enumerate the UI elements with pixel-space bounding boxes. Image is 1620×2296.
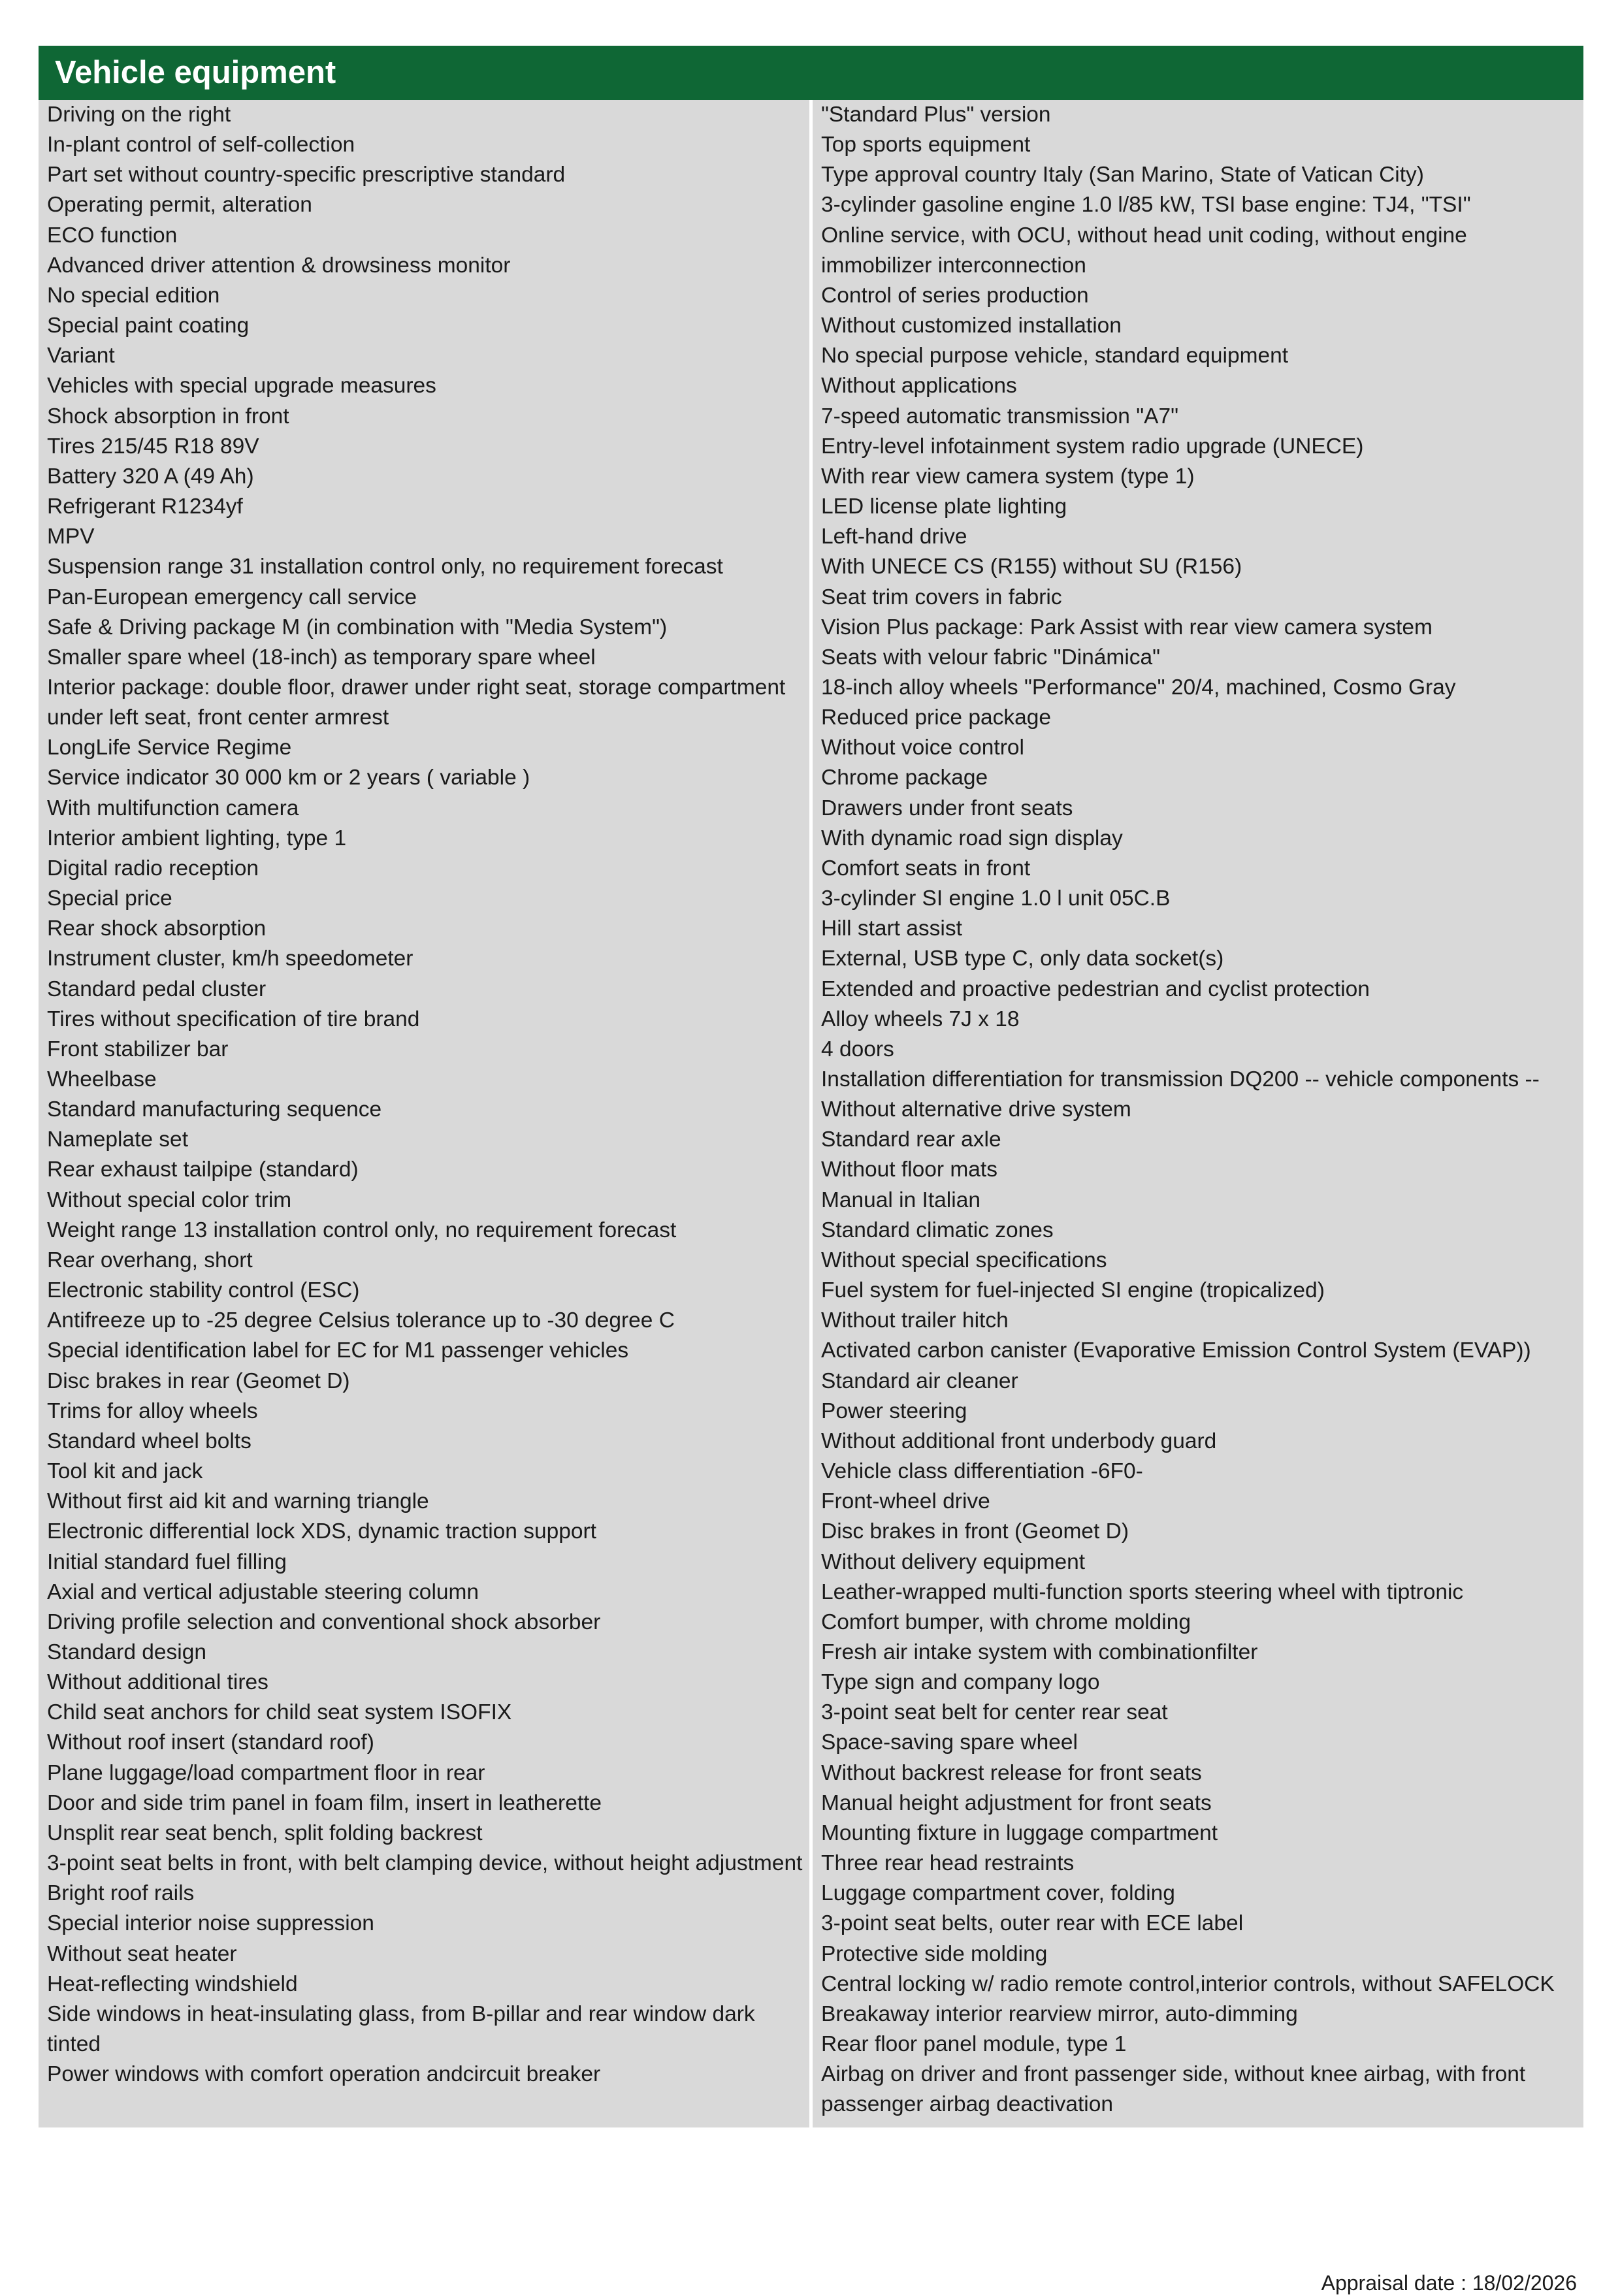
equipment-item: Vision Plus package: Park Assist with rear view camera system	[821, 615, 1433, 639]
equipment-item: Entry-level infotainment system radio upgrade (UNECE)	[821, 434, 1364, 459]
equipment-item: Comfort seats in front	[821, 856, 1031, 881]
equipment-item: With multifunction camera	[47, 796, 299, 820]
equipment-item: Special price	[47, 886, 172, 911]
equipment-columns	[39, 100, 1583, 2127]
equipment-item: Pan-European emergency call service	[47, 585, 417, 609]
equipment-item: Tires without specification of tire brand	[47, 1007, 420, 1031]
equipment-item: Variant	[47, 344, 115, 368]
equipment-item: "Standard Plus" version	[821, 103, 1051, 127]
equipment-item: Activated carbon canister (Evaporative Emission Control System (EVAP))	[821, 1338, 1531, 1363]
equipment-item: Seats with velour fabric "Dinámica"	[821, 645, 1161, 670]
equipment-item: Bright roof rails	[47, 1881, 195, 1906]
equipment-item: Nameplate set	[47, 1127, 188, 1152]
equipment-item: Shock absorption in front	[47, 404, 289, 428]
equipment-item: With rear view camera system (type 1)	[821, 464, 1195, 489]
equipment-item: Instrument cluster, km/h speedometer	[47, 946, 413, 971]
equipment-item: Manual in Italian	[821, 1188, 980, 1212]
equipment-item: Battery 320 A (49 Ah)	[47, 464, 254, 489]
equipment-item: In-plant control of self-collection	[47, 133, 355, 157]
equipment-item: Electronic stability control (ESC)	[47, 1278, 360, 1303]
equipment-item: Safe & Driving package M (in combination with "Media System")	[47, 615, 668, 639]
equipment-item: Mounting fixture in luggage compartment	[821, 1820, 1218, 1845]
equipment-item: Antifreeze up to -25 degree Celsius tolerance up to -30 degree C	[47, 1308, 675, 1333]
equipment-item: Protective side molding	[821, 1941, 1048, 1966]
equipment-item: Electronic differential lock XDS, dynamic traction support	[47, 1519, 596, 1544]
equipment-item: With dynamic road sign display	[821, 826, 1123, 850]
equipment-item: Door and side trim panel in foam film, insert in leatherette	[47, 1790, 602, 1815]
equipment-item: Refrigerant R1234yf	[47, 494, 243, 519]
equipment-item: ECO function	[47, 223, 178, 248]
equipment-item: Type sign and company logo	[821, 1670, 1100, 1695]
equipment-item: Manual height adjustment for front seats	[821, 1790, 1212, 1815]
equipment-item: Without seat heater	[47, 1941, 237, 1966]
equipment-item: Without voice control	[821, 736, 1024, 760]
equipment-item: Standard manufacturing sequence	[47, 1097, 382, 1122]
equipment-item: Without special specifications	[821, 1248, 1107, 1272]
equipment-item: Standard wheel bolts	[47, 1429, 251, 1453]
equipment-item: Space-saving spare wheel	[821, 1730, 1078, 1755]
equipment-item: Without customized installation	[821, 314, 1122, 338]
equipment-item: Standard pedal cluster	[47, 977, 267, 1001]
equipment-item: Fuel system for fuel-injected SI engine (tropicalized)	[821, 1278, 1325, 1303]
equipment-item: 18-inch alloy wheels "Performance" 20/4, machined, Cosmo Gray	[821, 675, 1456, 700]
equipment-item: Operating permit, alteration	[47, 193, 312, 218]
equipment-item: 3-cylinder gasoline engine 1.0 l/85 kW, TSI base engine: TJ4, "TSI"	[821, 193, 1471, 218]
right-equipment-column	[813, 100, 1583, 2127]
equipment-item: Special identification label for EC for M1 passenger vehicles	[47, 1338, 629, 1363]
equipment-item: Without alternative drive system	[821, 1097, 1131, 1122]
equipment-item: Heat-reflecting windshield	[47, 1971, 298, 1996]
equipment-item: Without trailer hitch	[821, 1308, 1009, 1333]
equipment-item: Special interior noise suppression	[47, 1911, 374, 1936]
equipment-item: Rear exhaust tailpipe (standard)	[47, 1157, 359, 1182]
equipment-item: MPV	[47, 525, 95, 549]
equipment-item: Rear floor panel module, type 1	[821, 2032, 1127, 2056]
equipment-item: Chrome package	[821, 766, 988, 790]
equipment-item: Comfort bumper, with chrome molding	[821, 1609, 1191, 1634]
equipment-item: Drawers under front seats	[821, 796, 1073, 820]
equipment-item: Extended and proactive pedestrian and cyclist protection	[821, 977, 1370, 1001]
equipment-item: Plane luggage/load compartment floor in rear	[47, 1760, 485, 1785]
equipment-item: 4 doors	[821, 1037, 894, 1061]
equipment-item: Tool kit and jack	[47, 1459, 203, 1484]
equipment-item: With UNECE CS (R155) without SU (R156)	[821, 555, 1242, 579]
equipment-item: Front-wheel drive	[821, 1489, 990, 1514]
equipment-item: Without additional front underbody guard	[821, 1429, 1217, 1453]
vehicle-equipment-section	[39, 46, 1583, 2127]
equipment-item: Seat trim covers in fabric	[821, 585, 1062, 609]
equipment-item: Service indicator 30 000 km or 2 years ( variable )	[47, 766, 530, 790]
equipment-item: Without additional tires	[47, 1670, 268, 1695]
equipment-item: Standard rear axle	[821, 1127, 1001, 1152]
equipment-item: Wheelbase	[47, 1067, 157, 1091]
equipment-item: Special paint coating	[47, 314, 250, 338]
equipment-item: 3-point seat belts in front, with belt clamping device, without height adjustment	[47, 1851, 803, 1876]
equipment-item: Control of series production	[821, 283, 1089, 308]
equipment-item: Power windows with comfort operation andcircuit breaker	[47, 2062, 601, 2087]
equipment-item: Left-hand drive	[821, 525, 967, 549]
equipment-item: 3-point seat belts, outer rear with ECE label	[821, 1911, 1244, 1936]
equipment-item: Without special color trim	[47, 1188, 292, 1212]
equipment-item: Driving on the right	[47, 103, 231, 127]
equipment-item: LED license plate lighting	[821, 494, 1067, 519]
equipment-item: Standard design	[47, 1640, 206, 1664]
equipment-item: Front stabilizer bar	[47, 1037, 229, 1061]
equipment-item: Side windows in heat-insulating glass, from B-pillar and rear window dark tinted	[47, 2001, 755, 2056]
equipment-item: Rear overhang, short	[47, 1248, 253, 1272]
equipment-item: 3-point seat belt for center rear seat	[821, 1700, 1168, 1725]
equipment-item: Breakaway interior rearview mirror, auto-dimming	[821, 2001, 1298, 2026]
left-equipment-column	[39, 100, 809, 2127]
appraisal-date: Appraisal date : 18/02/2026	[1321, 2271, 1577, 2295]
equipment-item: Hill start assist	[821, 916, 962, 941]
equipment-item: Reduced price package	[821, 705, 1051, 730]
equipment-item: Fresh air intake system with combinationfilter	[821, 1640, 1258, 1664]
equipment-item: Vehicle class differentiation -6F0-	[821, 1459, 1143, 1484]
equipment-item: Without delivery equipment	[821, 1549, 1086, 1574]
equipment-item: Axial and vertical adjustable steering column	[47, 1579, 479, 1604]
equipment-item: Leather-wrapped multi-function sports steering wheel with tiptronic	[821, 1579, 1464, 1604]
equipment-item: Initial standard fuel filling	[47, 1549, 287, 1574]
equipment-item: Standard climatic zones	[821, 1218, 1054, 1242]
equipment-item: Digital radio reception	[47, 856, 259, 881]
equipment-item: Without floor mats	[821, 1157, 997, 1182]
equipment-item: Trims for alloy wheels	[47, 1399, 258, 1423]
equipment-item: Type approval country Italy (San Marino, State of Vatican City)	[821, 163, 1424, 187]
equipment-item: Vehicles with special upgrade measures	[47, 374, 436, 398]
equipment-item: 3-cylinder SI engine 1.0 l unit 05C.B	[821, 886, 1171, 911]
equipment-item: No special purpose vehicle, standard equipment	[821, 344, 1289, 368]
equipment-item: Driving profile selection and conventional shock absorber	[47, 1609, 601, 1634]
equipment-item: Three rear head restraints	[821, 1851, 1075, 1876]
equipment-item: Rear shock absorption	[47, 916, 267, 941]
equipment-item: Luggage compartment cover, folding	[821, 1881, 1175, 1906]
equipment-item: Without backrest release for front seats	[821, 1760, 1202, 1785]
equipment-item: Online service, with OCU, without head unit coding, without engine immobilizer interconnection	[821, 223, 1467, 278]
equipment-item: Without roof insert (standard roof)	[47, 1730, 374, 1755]
equipment-item: Central locking w/ radio remote control,interior controls, without SAFELOCK	[821, 1971, 1555, 1996]
equipment-item: Smaller spare wheel (18-inch) as temporary spare wheel	[47, 645, 596, 670]
equipment-item: Top sports equipment	[821, 133, 1031, 157]
equipment-item: LongLife Service Regime	[47, 736, 292, 760]
equipment-item: Installation differentiation for transmission DQ200 -- vehicle components --	[821, 1067, 1540, 1091]
equipment-item: Interior ambient lighting, type 1	[47, 826, 347, 850]
equipment-item: Suspension range 31 installation control only, no requirement forecast	[47, 555, 723, 579]
equipment-item: Without first aid kit and warning triangle	[47, 1489, 429, 1514]
equipment-item: Without applications	[821, 374, 1017, 398]
equipment-item: External, USB type C, only data socket(s)	[821, 946, 1224, 971]
equipment-item: Part set without country-specific prescriptive standard	[47, 163, 566, 187]
equipment-item: No special edition	[47, 283, 220, 308]
equipment-item: Power steering	[821, 1399, 967, 1423]
equipment-item: Advanced driver attention & drowsiness monitor	[47, 253, 511, 278]
equipment-item: Interior package: double floor, drawer under right seat, storage compartment under left seat, front center armrest	[47, 675, 786, 730]
equipment-item: Airbag on driver and front passenger side, without knee airbag, with front passenger airbag deactivation	[821, 2062, 1526, 2117]
equipment-item: Standard air cleaner	[821, 1368, 1018, 1393]
equipment-item: Tires 215/45 R18 89V	[47, 434, 259, 459]
equipment-item: Weight range 13 installation control only, no requirement forecast	[47, 1218, 677, 1242]
equipment-item: 7-speed automatic transmission "A7"	[821, 404, 1179, 428]
equipment-item: Disc brakes in rear (Geomet D)	[47, 1368, 350, 1393]
equipment-item: Alloy wheels 7J x 18	[821, 1007, 1020, 1031]
equipment-item: Child seat anchors for child seat system ISOFIX	[47, 1700, 512, 1725]
equipment-item: Unsplit rear seat bench, split folding backrest	[47, 1820, 483, 1845]
section-title: Vehicle equipment	[39, 46, 1583, 100]
equipment-item: Disc brakes in front (Geomet D)	[821, 1519, 1129, 1544]
